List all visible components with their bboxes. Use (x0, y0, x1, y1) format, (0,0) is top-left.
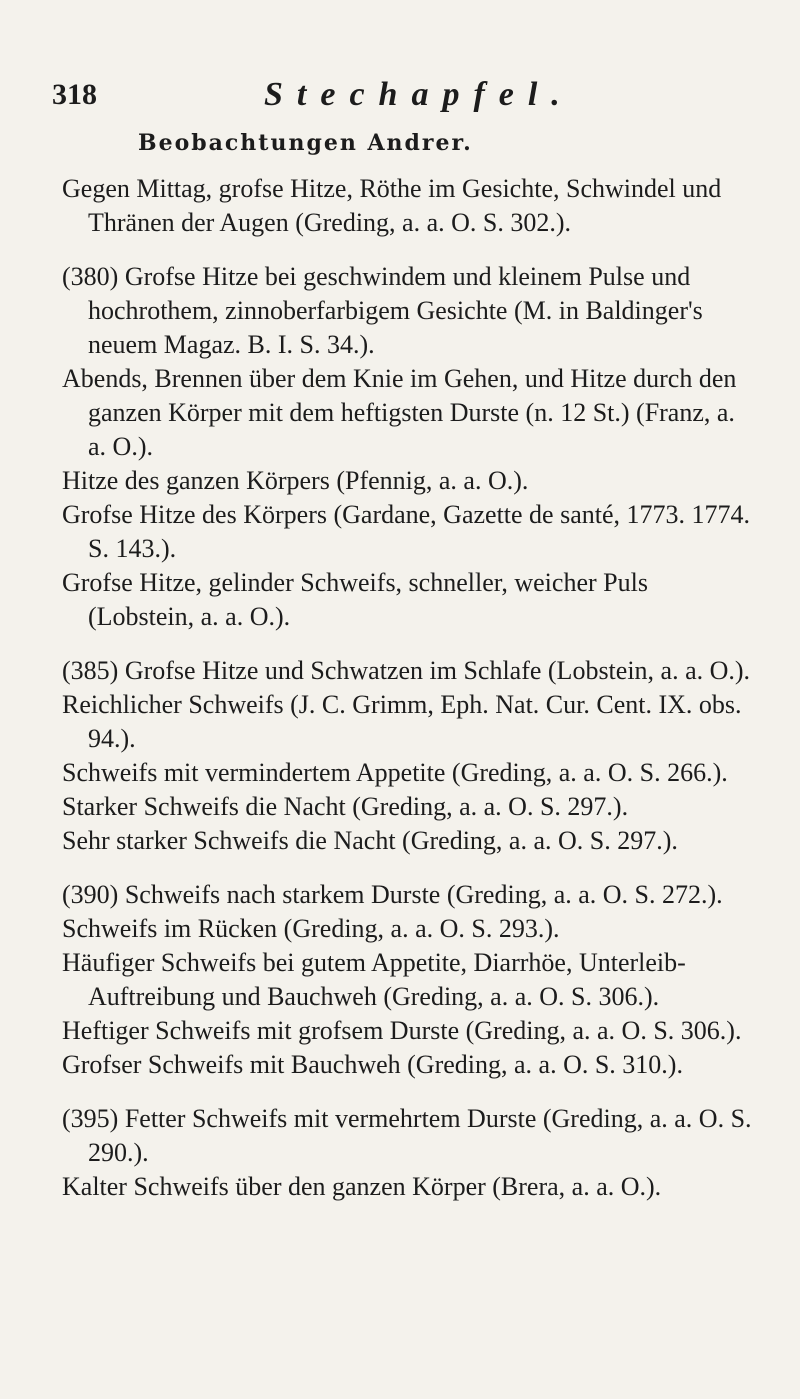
page-header (52, 78, 752, 118)
entry-13: Häufiger Schweifs bei gutem Appetite, Diarrhöe, Unterleib-Auftreibung und Bauchweh (Greding, a. a. O. S. 306.). (62, 948, 686, 1011)
entry-2: Abends, Brennen über dem Knie im Gehen, und Hitze durch den ganzen Körper mit dem heftigsten Durste (n. 12 St.) (Franz, a. a. O.). (62, 364, 737, 461)
entry-14: Heftiger Schweifs mit grofsem Durste (Greding, a. a. O. S. 306.). (62, 1016, 742, 1045)
entry-10: Sehr starker Schweifs die Nacht (Greding, a. a. O. S. 297.). (62, 826, 678, 855)
entry-6: (385) Grofse Hitze und Schwatzen im Schlafe (Lobstein, a. a. O.). (62, 656, 751, 685)
entry-4: Grofse Hitze des Körpers (Gardane, Gazette de santé, 1773. 1774. S. 143.). (62, 500, 751, 563)
entry-15: Grofser Schweifs mit Bauchweh (Greding, a. a. O. S. 310.). (62, 1050, 683, 1079)
entry-5: Grofse Hitze, gelinder Schweifs, schneller, weicher Puls (Lobstein, a. a. O.). (62, 568, 648, 631)
entry-1: (380) Grofse Hitze bei geschwindem und kleinem Pulse und hochrothem, zinnoberfarbigem Gesichte (M. in Baldinger's neuem Magaz. B. I. S. 34.). (62, 262, 703, 359)
entry-list (62, 172, 752, 1204)
entry-8: Schweifs mit vermindertem Appetite (Greding, a. a. O. S. 266.). (62, 758, 728, 787)
entry-17: Kalter Schweifs über den ganzen Körper (Brera, a. a. O.). (62, 1172, 662, 1201)
entry-7: Reichlicher Schweifs (J. C. Grimm, Eph. Nat. Cur. Cent. IX. obs. 94.). (62, 690, 742, 753)
entry-11: (390) Schweifs nach starkem Durste (Greding, a. a. O. S. 272.). (62, 880, 723, 909)
entry-16: (395) Fetter Schweifs mit vermehrtem Durste (Greding, a. a. O. S. 290.). (62, 1104, 752, 1167)
entry-3: Hitze des ganzen Körpers (Pfennig, a. a. O.). (62, 466, 529, 495)
page-number: 318 (52, 78, 97, 111)
running-title: Stechapfel. (264, 76, 574, 113)
entry-0: Gegen Mittag, grofse Hitze, Röthe im Gesichte, Schwindel und Thränen der Augen (Greding, a. a. O. S. 302.). (62, 174, 722, 237)
entry-9: Starker Schweifs die Nacht (Greding, a. a. O. S. 297.). (62, 792, 629, 821)
section-title: Beobachtungen Andrer. (138, 130, 473, 156)
entry-12: Schweifs im Rücken (Greding, a. a. O. S. 293.). (62, 914, 560, 943)
